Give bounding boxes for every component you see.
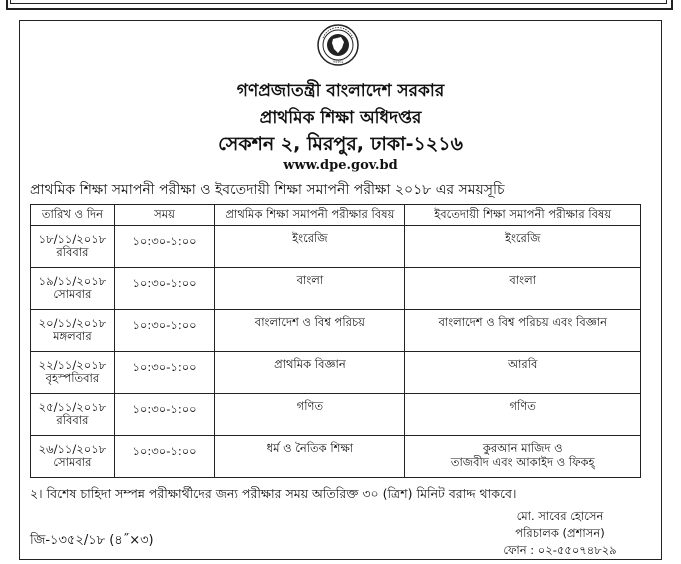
government-seal-logo [317,24,359,66]
ebtedayee-subject [405,436,640,469]
exam-schedule-notice [19,20,662,560]
exam-date: ২৫/১১/২০১৮ [38,400,107,414]
ebtedayee-subject: বাংলাদেশ ও বিশ্ব পরিচয় এবং বিজ্ঞান [438,315,607,329]
primary-subject: বাংলাদেশ ও বিশ্ব পরিচয় [254,315,365,329]
table-header-row [31,205,641,226]
table-row [31,226,641,268]
exam-time: ১০:৩০-১:০০ [132,318,197,332]
exam-day: মঙ্গলবার [53,329,92,343]
table-row [31,352,641,394]
signatory-name: মো. সাবের হোসেন [516,509,604,523]
exam-day: রবিবার [56,413,89,427]
reference-number: জি-১৩৫২/১৮ (৪˝×৩) [30,533,154,548]
primary-subject: বাংলা [296,273,324,287]
column-header-primary-subject: প্রাথমিক শিক্ষা সমাপনী পরীক্ষার বিষয় [215,205,405,226]
exam-time: ১০:৩০-১:০০ [132,444,197,458]
seal-text: সরকার [332,59,344,64]
column-header-date: তারিখ ও দিন [31,205,115,226]
exam-day: রবিবার [56,245,89,259]
primary-subject: ধর্ম ও নৈতিক শিক্ষা [266,441,354,455]
exam-date: ২০/১১/২০১৮ [38,316,107,330]
ebtedayee-subject: বাংলা [509,273,537,287]
ebtedayee-subject: আরবি [508,357,538,371]
exam-date: ১৮/১১/২০১৮ [38,232,107,246]
primary-subject: ইংরেজি [292,231,328,245]
primary-subject: প্রাথমিক বিজ্ঞান [274,357,346,371]
ebtedayee-subject-line2: তাজবীদ এবং আকাইদ ও ফিকহ্ [450,455,595,469]
table-row [31,394,641,436]
exam-day: সোমবার [53,455,92,469]
exam-day: বৃহস্পতিবার [45,371,100,385]
office-address: সেকশন ২, মিরপুর, ঢাকা-১২১৬ [218,133,463,155]
signatory-title: পরিচালক (প্রশাসন) [515,526,605,540]
special-needs-note: ২। বিশেষ চাহিদা সম্পন্ন পরীক্ষার্থীদের জন্য পরীক্ষার সময় অতিরিক্ত ৩০ (ত্রিশ) মিনিট বরাদ্দ থাকবে। [30,486,517,501]
ebtedayee-subject-line1: কুরআন মাজিদ ও [482,441,563,455]
table-row [31,310,641,352]
exam-time: ১০:৩০-১:০০ [132,276,197,290]
exam-date: ২২/১১/২০১৮ [38,358,107,372]
directorate-name: প্রাথমিক শিক্ষা অধিদপ্তর [259,108,422,128]
table-row [31,436,641,478]
primary-subject: গণিত [296,399,324,413]
government-name: গণপ্রজাতন্ত্রী বাংলাদেশ সরকার [236,81,445,101]
signature-block [490,508,630,559]
exam-date: ১৯/১১/২০১৮ [38,274,107,288]
column-header-time: সময় [114,205,215,226]
website-url: www.dpe.gov.bd [283,158,398,173]
schedule-title: প্রাথমিক শিক্ষা সমাপনী পরীক্ষা ও ইবতেদায়ী শিক্ষা সমাপনী পরীক্ষা ২০১৮ এর সময়সূচি [30,182,505,198]
exam-day: সোমবার [53,287,92,301]
exam-time: ১০:৩০-১:০০ [132,234,197,248]
exam-time: ১০:৩০-১:০০ [132,360,197,374]
signatory-phone: ফোন : ০২-৫৫০৭৪৮২৯ [503,543,617,557]
ebtedayee-subject: গণিত [509,399,536,413]
column-header-ebtedayee-subject: ইবতেদায়ী শিক্ষা সমাপনী পরীক্ষার বিষয় [405,205,641,226]
exam-schedule-table [30,204,641,478]
previous-notice-inner-frame [10,0,667,4]
table-row [31,268,641,310]
ebtedayee-subject: ইংরেজি [504,231,541,245]
exam-date: ২৬/১১/২০১৮ [38,442,107,456]
exam-time: ১০:৩০-১:০০ [132,402,197,416]
